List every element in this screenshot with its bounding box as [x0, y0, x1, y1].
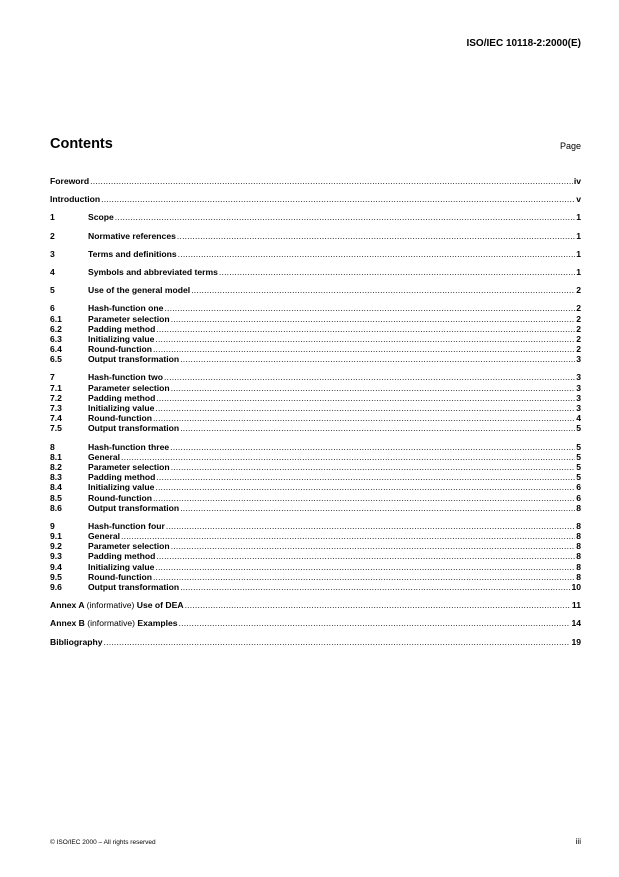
toc-entry[interactable]: [50, 541, 581, 551]
contents-title: Contents: [50, 136, 113, 152]
toc-entry-page: 3: [576, 372, 581, 383]
dot-leader: [156, 324, 575, 334]
toc-entry-page: 1: [576, 212, 581, 223]
toc-entry-page: 8: [576, 541, 581, 552]
toc-entry-title: Parameter selection: [88, 313, 170, 324]
toc-entry-title: Hash-function two: [88, 372, 163, 383]
toc-entry-title: Initializing value: [88, 561, 155, 572]
toc-entry-page: 2: [576, 285, 581, 296]
toc-entry-title: Output transformation: [88, 582, 180, 592]
toc-entry[interactable]: [50, 324, 581, 334]
toc-entry-title: Output transformation: [88, 423, 180, 434]
toc-entry[interactable]: [50, 249, 581, 259]
toc-entry-title: Use of the general model: [88, 285, 191, 296]
toc-entry[interactable]: [50, 393, 581, 403]
toc-entry-title: Parameter selection: [88, 461, 170, 472]
toc-entry-number: 7.5: [50, 423, 62, 434]
toc-entry-title: Output transformation: [88, 502, 180, 513]
dot-leader: [219, 267, 575, 277]
toc-entry[interactable]: [50, 285, 581, 295]
toc-entry[interactable]: [50, 383, 581, 393]
toc-entry-number: 9.3: [50, 551, 62, 562]
toc-entry-title: Round-function: [88, 413, 152, 424]
dot-leader: [155, 482, 575, 492]
dot-leader: [156, 551, 575, 561]
toc-entry[interactable]: [50, 503, 581, 513]
dot-leader: [104, 637, 571, 647]
toc-entry-number: 6.3: [50, 333, 62, 344]
toc-entry-number: 6.1: [50, 313, 62, 324]
toc-entry[interactable]: [50, 413, 581, 423]
dot-leader: [153, 413, 575, 423]
footer-copyright: © ISO/IEC 2000 – All rights reserved: [50, 839, 156, 846]
toc-entry-number: 9.6: [50, 582, 62, 592]
toc-entry-title: Round-function: [88, 492, 152, 503]
toc-entry[interactable]: [50, 521, 581, 531]
dot-leader: [180, 354, 575, 364]
dot-leader: [155, 334, 575, 344]
dot-leader: [185, 600, 571, 610]
toc-entry[interactable]: [50, 462, 581, 472]
toc-entry[interactable]: [50, 372, 581, 382]
dot-leader: [180, 582, 570, 592]
toc-entry-title: Foreword: [50, 176, 90, 186]
toc-entry-page: 8: [576, 561, 581, 572]
toc-entry-number: 7.3: [50, 403, 62, 413]
dot-leader: [164, 303, 575, 313]
toc-entry-title: Round-function: [88, 344, 152, 355]
toc-entry-page: v: [576, 194, 581, 205]
annex-a-title: Use of DEA: [136, 600, 184, 611]
annex-a-page: 11: [571, 600, 581, 611]
toc-entry-number: 6.4: [50, 344, 62, 355]
toc-entry-title: Output transformation: [88, 354, 180, 365]
annex-a-note: (informative): [86, 600, 135, 611]
toc-entry-page: 5: [576, 472, 581, 483]
toc-entry-page: 10: [571, 582, 581, 592]
dot-leader: [171, 541, 576, 551]
toc-entry-number: 6.2: [50, 323, 62, 334]
toc-entry-number: 2: [50, 230, 55, 241]
toc-entry-title: General: [88, 531, 121, 542]
toc-entry-number: 7.4: [50, 413, 62, 424]
toc-entry-title: Symbols and abbreviated terms: [88, 266, 218, 277]
toc-entry-page: 8: [576, 571, 581, 582]
toc-entry-page: 3: [576, 382, 581, 393]
toc-entry-number: 8: [50, 441, 55, 452]
toc-entry-page: 1: [576, 248, 581, 259]
dot-leader: [156, 472, 575, 482]
dot-leader: [191, 285, 575, 295]
toc-entry[interactable]: [50, 423, 581, 433]
toc-entry-page: 8: [576, 531, 581, 542]
toc-entry-number: 8.1: [50, 451, 62, 462]
toc-entry[interactable]: [50, 314, 581, 324]
toc-entry[interactable]: [50, 572, 581, 582]
toc-entry-number: 9.4: [50, 561, 62, 572]
toc-entry-number: 1: [50, 212, 55, 223]
toc-entry-title: Parameter selection: [88, 541, 170, 552]
toc-entry-page: iv: [573, 176, 581, 186]
toc-entry-title: Padding method: [88, 392, 156, 403]
dot-leader: [153, 572, 575, 582]
dot-leader: [180, 423, 575, 433]
toc-entry-number: 8.3: [50, 472, 62, 483]
toc-entry-number: 8.4: [50, 482, 62, 493]
toc-entry-page: 1: [576, 266, 581, 277]
toc-entry-title: Parameter selection: [88, 382, 170, 393]
toc-annex-b[interactable]: [50, 618, 581, 628]
dot-leader: [178, 249, 576, 259]
toc-entry[interactable]: [50, 482, 581, 492]
toc-entry[interactable]: [50, 267, 581, 277]
toc-entry-page: 3: [576, 403, 581, 413]
toc-entry[interactable]: [50, 493, 581, 503]
toc-entry-title: Introduction: [50, 194, 101, 205]
toc-bibliography[interactable]: [50, 637, 581, 647]
dot-leader: [155, 403, 575, 413]
toc-entry-number: 7.2: [50, 392, 62, 403]
toc-entry-page: 8: [576, 520, 581, 531]
toc-entry-title: General: [88, 451, 121, 462]
toc-entry-page: 2: [576, 303, 581, 314]
toc-entry-page: 5: [576, 423, 581, 434]
document-header: ISO/IEC 10118-2:2000(E): [466, 38, 581, 49]
toc-entry-number: 6.5: [50, 354, 62, 365]
toc-entry[interactable]: [50, 334, 581, 344]
dot-leader: [171, 383, 576, 393]
toc-entry[interactable]: [50, 354, 581, 364]
toc-entry-number: 9.2: [50, 541, 62, 552]
toc-entry-number: 9.5: [50, 571, 62, 582]
toc-entry-page: 5: [576, 451, 581, 462]
toc-entry-number: 5: [50, 285, 55, 296]
dot-leader: [171, 314, 576, 324]
toc-entry-number: 3: [50, 248, 55, 259]
toc-entry-number: 9: [50, 520, 55, 531]
toc-entry-title: Padding method: [88, 323, 156, 334]
toc-entry-number: 4: [50, 266, 55, 277]
toc-entry-title: Initializing value: [88, 333, 155, 344]
toc-entry[interactable]: [50, 344, 581, 354]
annex-b-page: 14: [571, 618, 581, 629]
toc-entry-number: 8.5: [50, 492, 62, 503]
toc-entry-title: Initializing value: [88, 482, 155, 493]
toc-entry-title: Scope: [88, 212, 114, 223]
toc-entry-title: Hash-function three: [88, 441, 170, 452]
dot-leader: [179, 618, 571, 628]
toc-entry-number: 8.2: [50, 461, 62, 472]
annex-b-note: (informative): [87, 618, 136, 629]
toc-entry-title: Round-function: [88, 571, 152, 582]
toc-entry[interactable]: [50, 442, 581, 452]
toc-entry-page: 4: [576, 413, 581, 424]
toc-entry[interactable]: [50, 231, 581, 241]
dot-leader: [180, 503, 575, 513]
toc-entry[interactable]: [50, 452, 581, 462]
dot-leader: [101, 194, 575, 204]
toc-entry-page: 5: [576, 441, 581, 452]
toc-entry-page: 8: [576, 551, 581, 562]
toc-entry-title: Padding method: [88, 551, 156, 562]
annex-a-label: Annex A: [50, 600, 85, 611]
toc-entry[interactable]: [50, 194, 581, 204]
toc-entry[interactable]: [50, 562, 581, 572]
toc-entry-page: 2: [576, 344, 581, 355]
toc-entry-page: 5: [576, 461, 581, 472]
dot-leader: [155, 562, 575, 572]
dot-leader: [121, 452, 575, 462]
footer-page-number: iii: [575, 837, 581, 846]
toc-entry-page: 3: [576, 354, 581, 365]
toc-entry[interactable]: [50, 531, 581, 541]
toc-entry-page: 2: [576, 323, 581, 334]
dot-leader: [177, 231, 575, 241]
annex-b-title: Examples: [137, 618, 178, 629]
toc-entry-page: 1: [576, 230, 581, 241]
toc-entry-page: 6: [576, 482, 581, 493]
dot-leader: [121, 531, 575, 541]
toc-entry-title: Normative references: [88, 230, 176, 241]
toc-entry-page: 8: [576, 502, 581, 513]
bibliography-title: Bibliography: [50, 636, 103, 647]
toc-entry[interactable]: [50, 582, 581, 592]
dot-leader: [153, 344, 575, 354]
toc-entry[interactable]: [50, 403, 581, 413]
dot-leader: [164, 372, 575, 382]
toc-entry-page: 2: [576, 333, 581, 344]
toc-entry-title: Terms and definitions: [88, 248, 177, 259]
toc-entry[interactable]: [50, 472, 581, 482]
toc-entry-title: Hash-function one: [88, 303, 164, 314]
page-column-label: Page: [559, 141, 581, 151]
toc-entry-page: 6: [576, 492, 581, 503]
toc-entry-title: Padding method: [88, 472, 156, 483]
dot-leader: [115, 212, 575, 222]
toc-entry-number: 9.1: [50, 531, 62, 542]
toc-entry[interactable]: [50, 551, 581, 561]
toc-entry-page: 2: [576, 313, 581, 324]
toc-entry[interactable]: [50, 176, 581, 186]
bibliography-page: 19: [571, 636, 581, 647]
toc-entry-page: 3: [576, 392, 581, 403]
dot-leader: [156, 393, 575, 403]
toc-entry[interactable]: [50, 303, 581, 313]
toc-entry-number: 6: [50, 303, 55, 314]
toc-entry-number: 7.1: [50, 382, 62, 393]
toc-entry[interactable]: [50, 212, 581, 222]
table-of-contents: [50, 176, 581, 647]
toc-entries: [50, 176, 581, 592]
dot-leader: [171, 462, 576, 472]
dot-leader: [90, 176, 573, 186]
toc-entry-title: Initializing value: [88, 403, 155, 413]
dot-leader: [153, 493, 575, 503]
dot-leader: [166, 521, 575, 531]
toc-entry-title: Hash-function four: [88, 520, 165, 531]
toc-entry-number: 8.6: [50, 502, 62, 513]
toc-annex-a[interactable]: [50, 600, 581, 610]
annex-b-label: Annex B: [50, 618, 85, 629]
toc-entry-number: 7: [50, 372, 55, 383]
dot-leader: [170, 442, 575, 452]
